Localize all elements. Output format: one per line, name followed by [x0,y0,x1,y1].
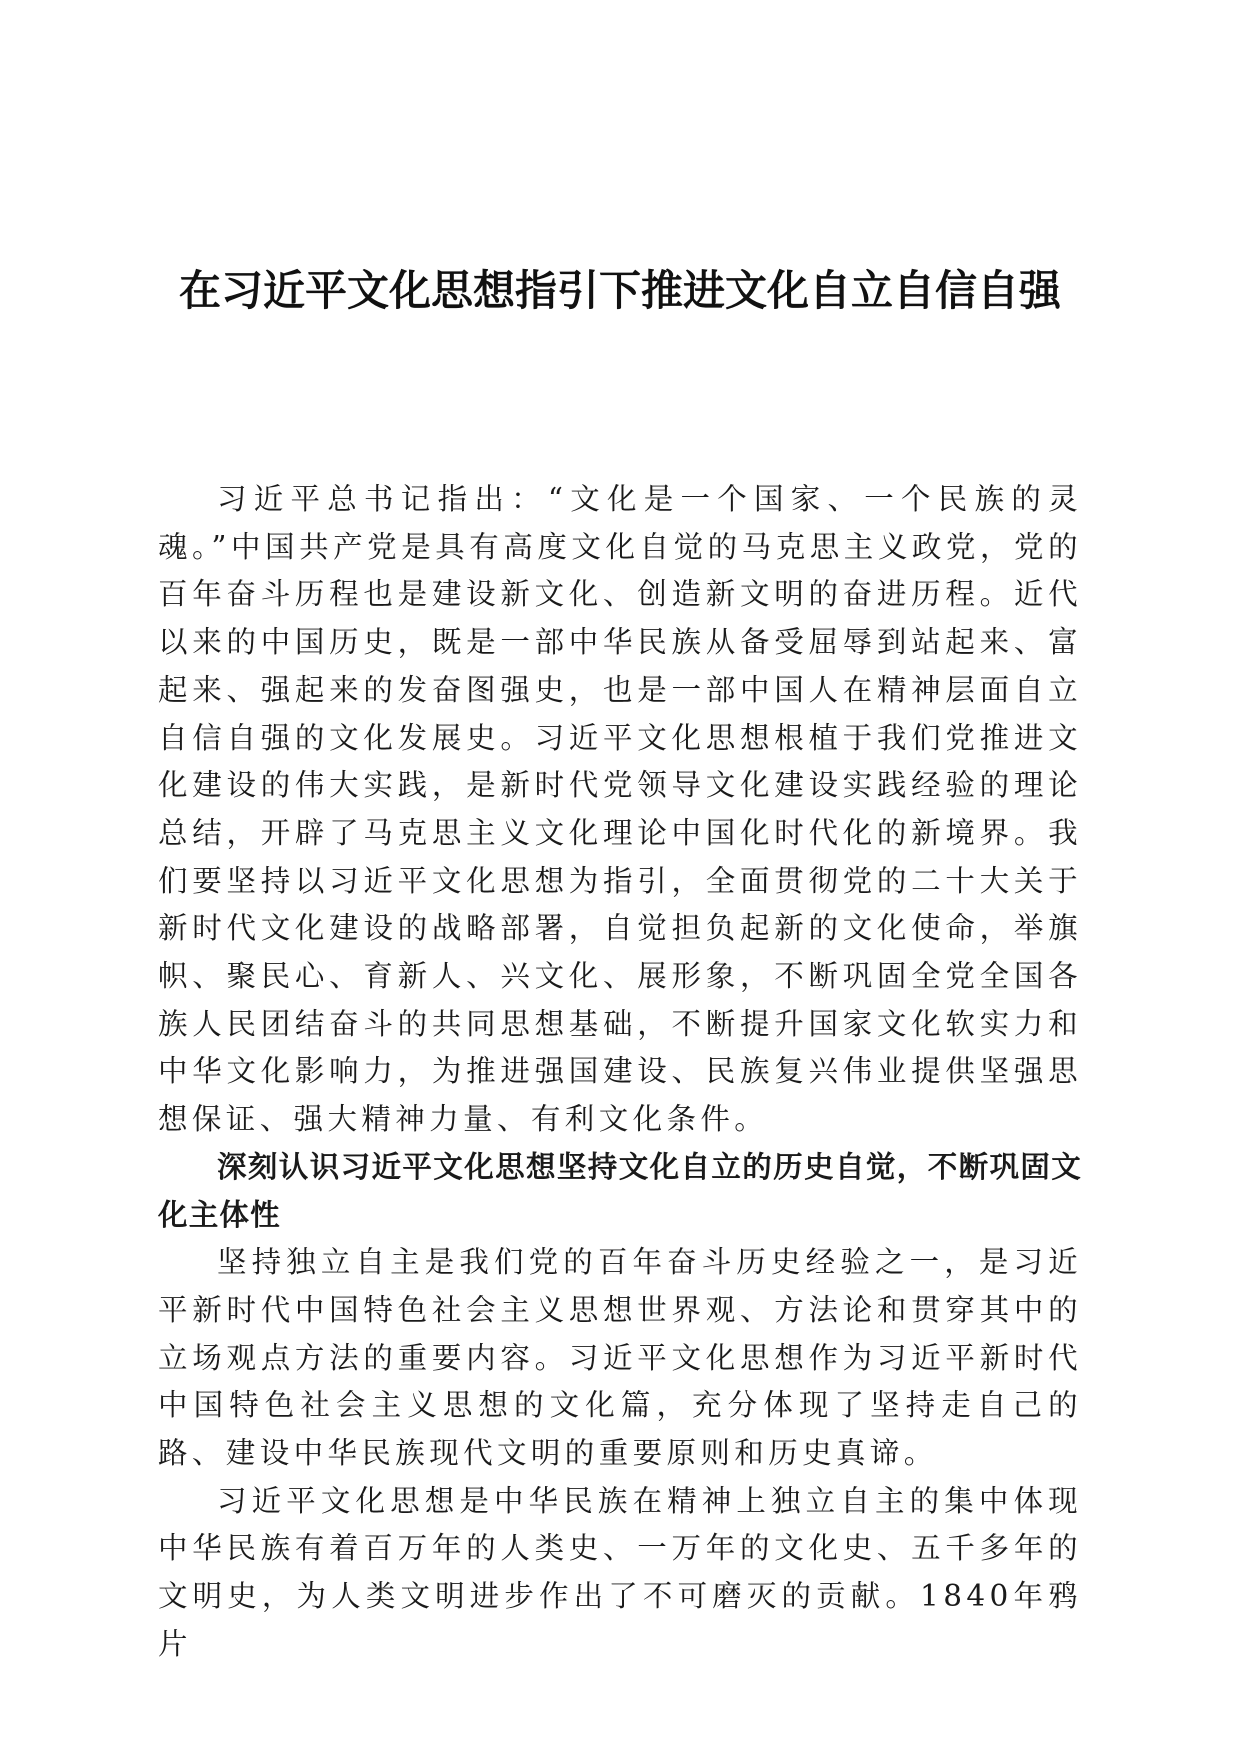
document-body [158,476,1082,1669]
body-paragraph: 习近平文化思想是中华民族在精神上独立自主的集中体现中华民族有着百万年的人类史、一万年的文化史、五千多年的文明史，为人类文明进步作出了不可磨灭的贡献。1840年鸦片 [158,1483,1082,1661]
body-paragraph: 坚持独立自主是我们党的百年奋斗历史经验之一，是习近平新时代中国特色社会主义思想世界观、方法论和贯穿其中的立场观点方法的重要内容。习近平文化思想作为习近平新时代中国特色社会主义思想的文化篇，充分体现了坚持走自己的路、建设中华民族现代文明的重要原则和历史真谛。 [158,1245,1082,1471]
body-paragraph: 习近平总书记指出：“文化是一个国家、一个民族的灵魂。”中国共产党是具有高度文化自觉的马克思主义政党，党的百年奋斗历程也是建设新文化、创造新文明的奋进历程。近代以来的中国历史，既是一部中华民族从备受屈辱到站起来、富起来、强起来的发奋图强史，也是一部中国人在精神层面自立自信自强的文化发展史。习近平文化思想根植于我们党推进文化建设的伟大实践，是新时代党领导文化建设实践经验的理论总结，开辟了马克思主义文化理论中国化时代化的新境界。我们要坚持以习近平文化思想为指引，全面贯彻党的二十大关于新时代文化建设的战略部署，自觉担负起新的文化使命，举旗帜、聚民心、育新人、兴文化、展形象，不断巩固全党全国各族人民团结奋斗的共同思想基础，不断提升国家文化软实力和中华文化影响力，为推进强国建设、民族复兴伟业提供坚强思想保证、强大精神力量、有利文化条件。 [158,482,1082,1137]
document-title: 在习近平文化思想指引下推进文化自立自信自强 [178,266,1061,315]
section-heading: 深刻认识习近平文化思想坚持文化自立的历史自觉，不断巩固文化主体性 [158,1149,1082,1232]
